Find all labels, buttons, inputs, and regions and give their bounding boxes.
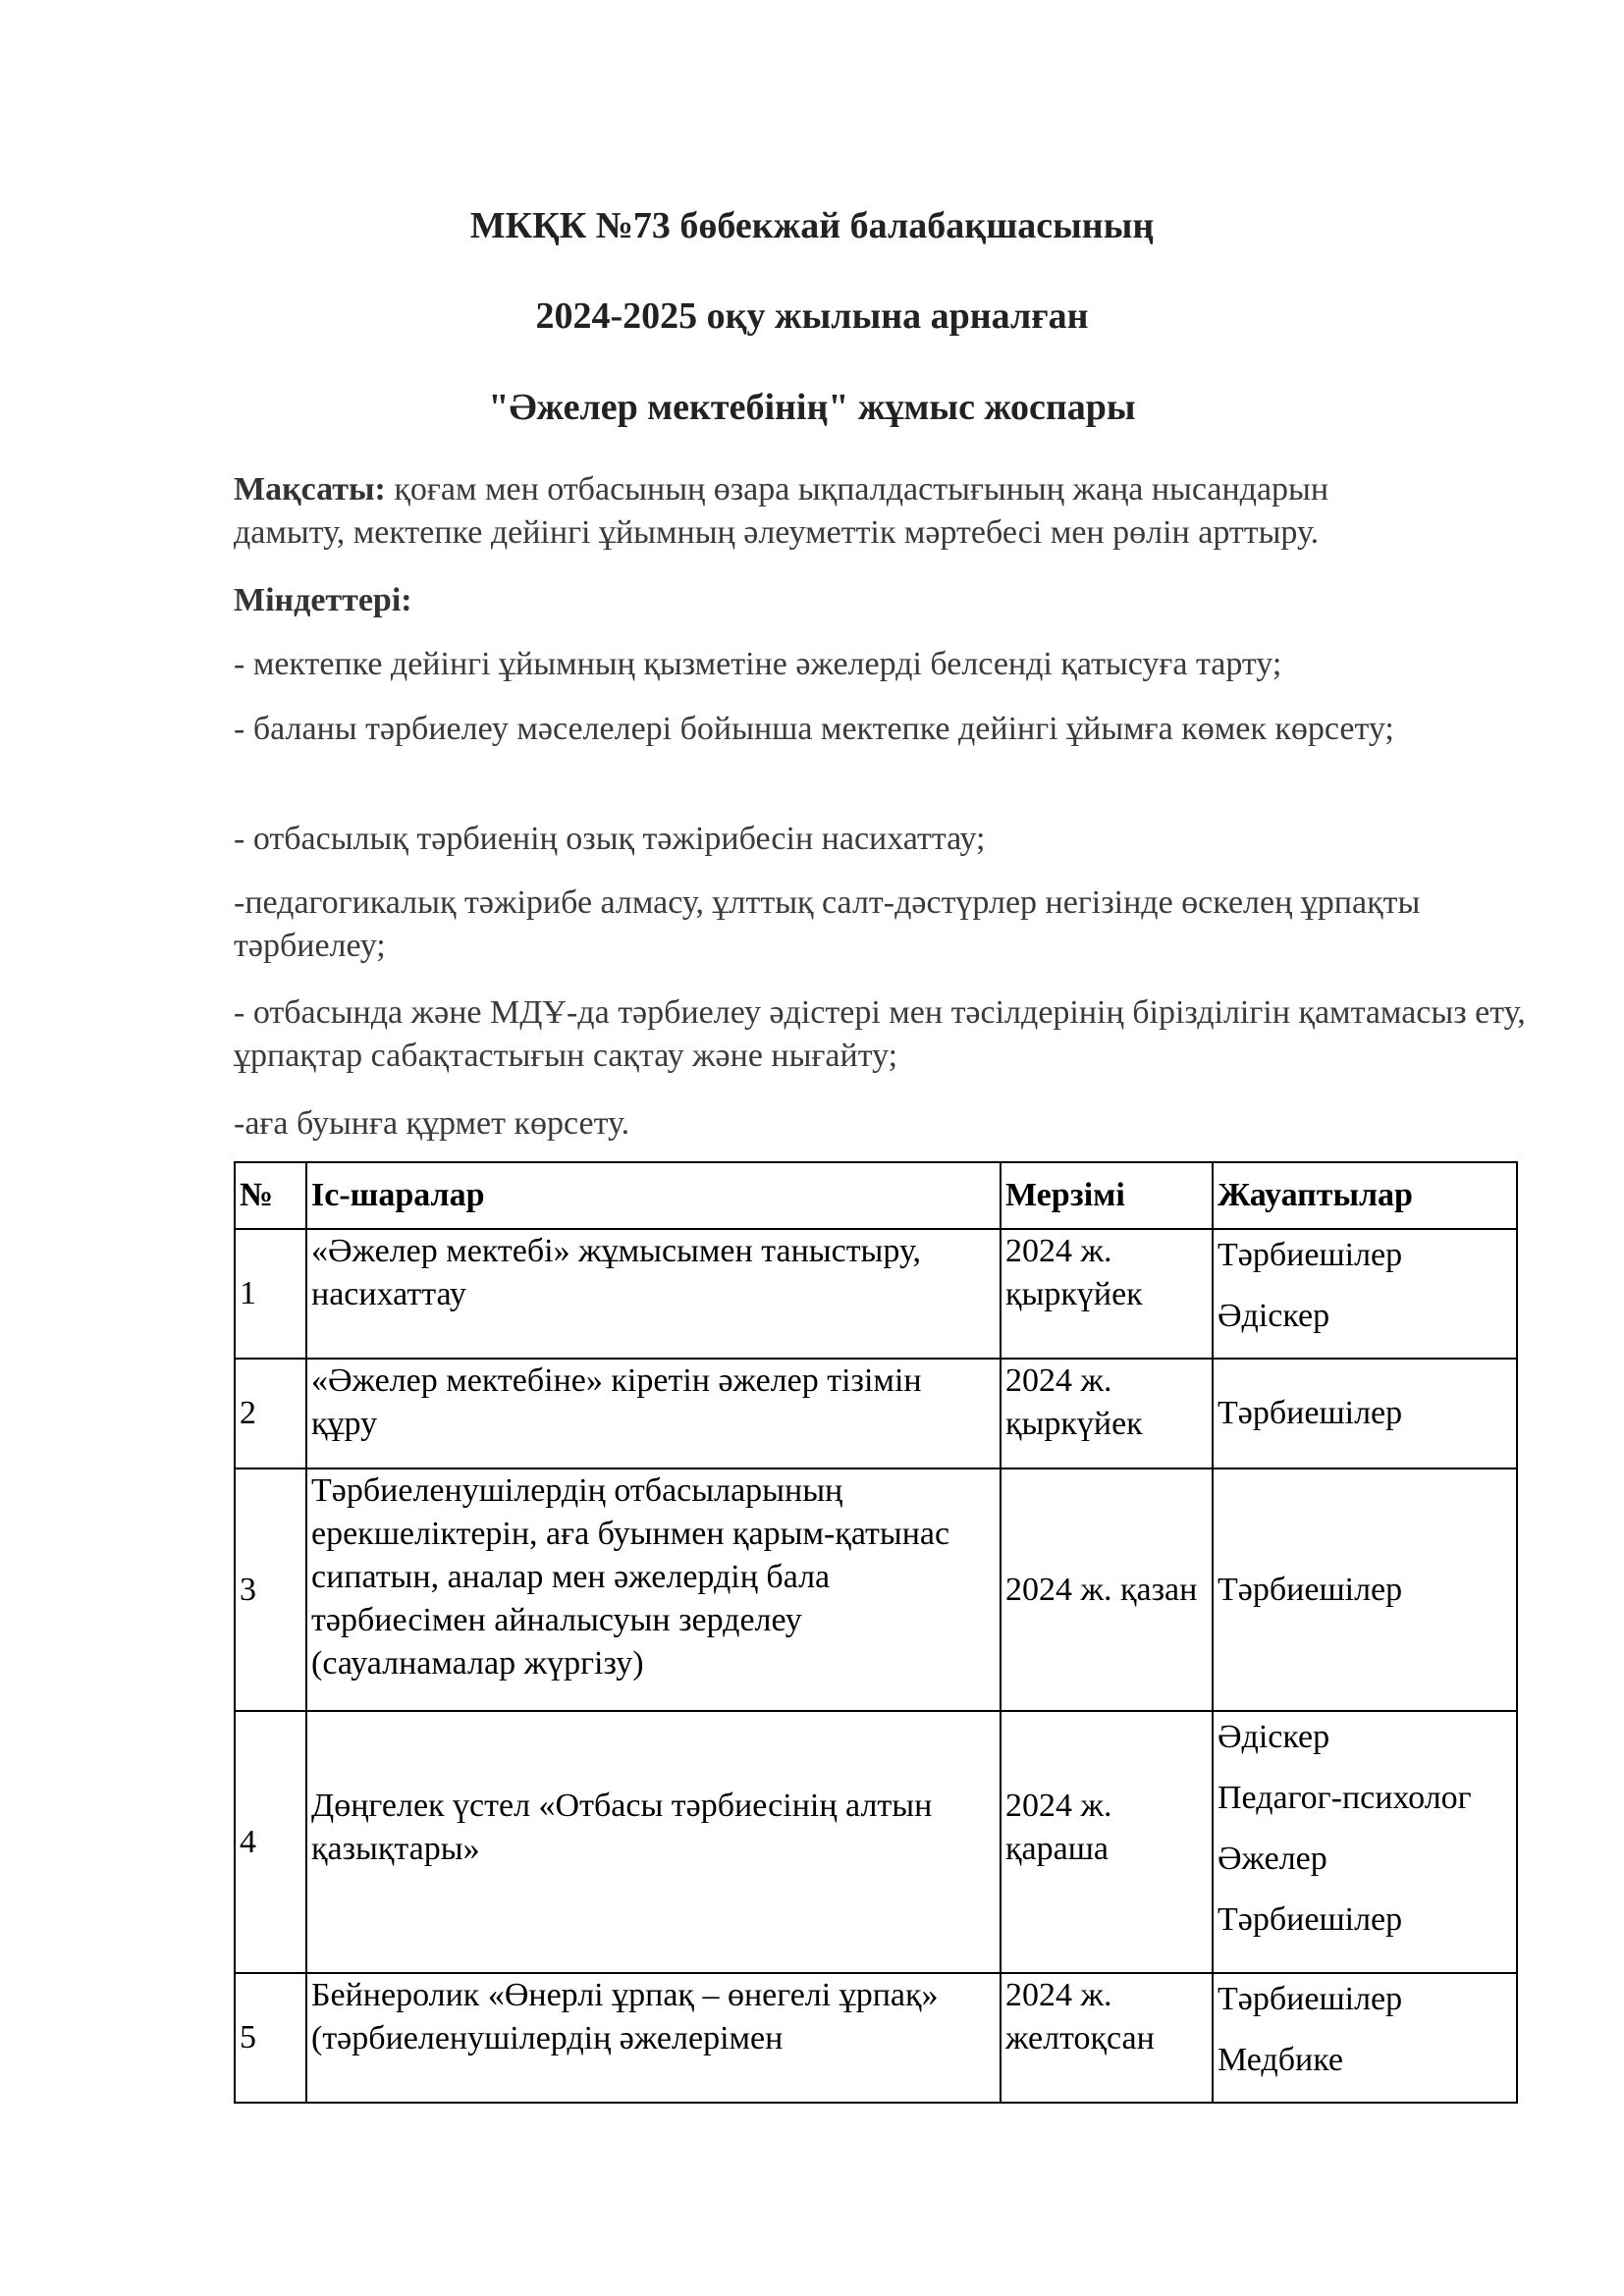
- row-date: 2024 ж. желтоқсан: [1001, 1973, 1213, 2103]
- table-header-row: [235, 1162, 1517, 1229]
- responsible-name: Педагог-психолог: [1218, 1780, 1472, 1816]
- row-activity: «Әжелер мектебіне» кіретін әжелер тізімін құру: [306, 1359, 1001, 1468]
- row-num: 2: [235, 1359, 306, 1468]
- header-responsible: Жауаптылар: [1213, 1162, 1517, 1229]
- row-date: 2024 ж. қазан: [1001, 1468, 1213, 1711]
- responsible-name: Тәрбиешілер: [1218, 1981, 1403, 2017]
- goal-text-2: дамыту, мектепке дейінгі ұйымның әлеуметтік мәртебесі мен рөлін арттыру.: [234, 514, 1320, 551]
- goal-label: Мақсаты:: [234, 471, 386, 507]
- responsible-name: Медбике: [1218, 2042, 1343, 2078]
- table-row: [235, 1359, 1517, 1468]
- row-responsible: [1213, 1973, 1517, 2103]
- work-plan-table: [234, 1161, 1518, 2104]
- table-row: [235, 1468, 1517, 1711]
- title-line-1: МКҚК №73 бөбекжай балабақшасының: [469, 205, 1155, 246]
- header-activity: Іс-шаралар: [306, 1162, 1001, 1229]
- responsible-name: Тәрбиешілер: [1218, 1395, 1403, 1431]
- responsible-name: Тәрбиешілер: [1218, 1901, 1403, 1938]
- row-num: 1: [235, 1229, 306, 1359]
- table-row: [235, 1973, 1517, 2103]
- row-activity: [306, 1711, 1001, 1973]
- row-responsible: [1213, 1468, 1517, 1711]
- task-item-6: -аға буынға құрмет көрсету.: [234, 1105, 630, 1142]
- responsible-name: Тәрбиешілер: [1218, 1571, 1403, 1608]
- row-date-text: 2024 ж. қараша: [1005, 1787, 1112, 1867]
- task-item-3: - отбасылық тәрбиенің озық тәжірибесін насихаттау;: [234, 821, 986, 857]
- row-num: 4: [235, 1711, 306, 1973]
- row-activity-text: Дөңгелек үстел «Отбасы тәрбиесінің алтын қазықтары»: [311, 1787, 933, 1867]
- title-line-2: 2024-2025 оқу жылына арналған: [535, 295, 1089, 337]
- task-item-1: - мектепке дейінгі ұйымның қызметіне әжелерді белсенді қатысуға тарту;: [234, 646, 1282, 682]
- responsible-name: Әдіскер: [1218, 1719, 1330, 1755]
- table-row: [235, 1229, 1517, 1359]
- row-num: 5: [235, 1973, 306, 2103]
- header-num: №: [235, 1162, 306, 1229]
- row-activity: «Әжелер мектебі» жұмысымен таныстыру, насихаттау: [306, 1229, 1001, 1359]
- responsible-name: Әдіскер: [1218, 1298, 1330, 1334]
- table-row: [235, 1711, 1517, 1973]
- row-responsible: [1213, 1229, 1517, 1359]
- task-item-5: - отбасында және МДҰ-да тәрбиелеу әдістері мен тәсілдерінің бірізділігін қамтамасыз ету, ұрпақтар сабақтастығын сақтау және нығайту;: [234, 994, 1526, 1074]
- row-date: 2024 ж. қыркүйек: [1001, 1229, 1213, 1359]
- row-activity: Бейнеролик «Өнерлі ұрпақ – өнегелі ұрпақ» (тәрбиеленушілердің әжелерімен: [306, 1973, 1001, 2103]
- row-num: 3: [235, 1468, 306, 1711]
- title-line-3: "Әжелер мектебінің" жұмыс жоспары: [488, 387, 1136, 428]
- task-item-4: -педагогикалық тәжірибе алмасу, ұлттық салт-дәстүрлер негізінде өскелең ұрпақты тәрбиелеу;: [234, 884, 1421, 964]
- tasks-heading: Міндеттері:: [234, 582, 412, 618]
- task-item-2: - баланы тәрбиелеу мәселелері бойынша мектепке дейінгі ұйымға көмек көрсету;: [234, 711, 1394, 747]
- row-responsible: [1213, 1359, 1517, 1468]
- row-date: [1001, 1711, 1213, 1973]
- row-date: 2024 ж. қыркүйек: [1001, 1359, 1213, 1468]
- goal-text-1: қоғам мен отбасының өзара ықпалдастығының жаңа нысандарын: [385, 471, 1329, 507]
- responsible-name: Әжелер: [1218, 1841, 1327, 1877]
- row-responsible: [1213, 1711, 1517, 1973]
- row-activity: Тәрбиеленушілердің отбасыларының ерекшеліктерін, аға буынмен қарым-қатынас сипатын, аналар мен әжелердің бала тәрбиесімен айналысуын зерделеу (сауалнамалар жүргізу): [306, 1468, 1001, 1711]
- header-date: Мерзімі: [1001, 1162, 1213, 1229]
- responsible-name: Тәрбиешілер: [1218, 1237, 1403, 1273]
- goal-paragraph: [234, 468, 1530, 555]
